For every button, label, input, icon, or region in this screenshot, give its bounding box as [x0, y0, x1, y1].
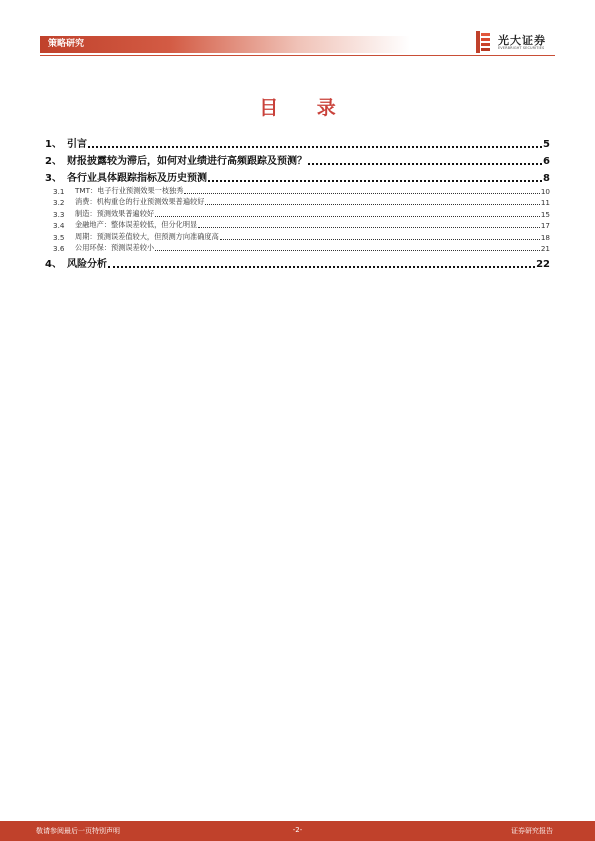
toc-entry[interactable]: [45, 167, 550, 184]
toc-entry-page: 21: [540, 244, 550, 253]
toc-entry[interactable]: [45, 184, 550, 196]
header-band: [40, 36, 410, 53]
toc-entry-number: 3.1: [53, 186, 65, 196]
toc-leader-dots: [308, 163, 542, 165]
toc-entry-page: 18: [540, 232, 550, 242]
toc-entry-page: 10: [540, 186, 550, 196]
toc-entry-label: TMT：电子行业预测效果一枝独秀: [75, 185, 184, 195]
toc-entry[interactable]: [45, 242, 550, 254]
section-label: 策略研究: [48, 39, 85, 49]
toc-entry[interactable]: [45, 219, 550, 231]
toc-entry-page: 11: [540, 198, 550, 207]
toc-entry-number: 3.5: [53, 232, 65, 242]
logo-name-en: EVERBRIGHT SECURITIES: [498, 46, 545, 50]
logo-mark-icon: [476, 31, 490, 53]
toc-leader-dots: [184, 193, 539, 194]
toc-entry-number: 3.4: [53, 221, 65, 230]
toc-entry-label: 财报披露较为滞后，如何对业绩进行高频跟踪及预测？: [67, 156, 307, 167]
toc-entry-number: 4、: [45, 259, 62, 270]
toc-entry-label: 引言: [67, 139, 87, 150]
toc-leader-dots: [208, 180, 542, 182]
toc-entry[interactable]: [45, 133, 550, 150]
toc-leader-dots: [220, 239, 540, 240]
toc-entry-page: 22: [536, 259, 550, 270]
footer-bar: [0, 821, 595, 841]
toc-entry-number: 1、: [45, 139, 62, 150]
toc-entry-label: 各行业具体跟踪指标及历史预测: [67, 173, 207, 184]
toc-leader-dots: [155, 216, 540, 217]
toc-entry-page: 6: [543, 156, 550, 167]
footer-report-type: 证券研究报告: [511, 827, 553, 835]
toc-entry-label: 消费：机构重仓的行业预测效果普遍较好: [75, 197, 205, 206]
toc-entry-label: 金融地产：整体误差较低，但分化明显: [75, 220, 198, 229]
toc-entry-label: 周期：预测误差值较大，但预测方向准确度高: [75, 231, 219, 241]
toc-leader-dots: [198, 227, 540, 228]
company-logo: [474, 31, 558, 53]
toc-entry-page: 17: [540, 221, 550, 230]
toc-entry-page: 8: [543, 173, 550, 184]
toc-entry-number: 3.3: [53, 209, 65, 219]
toc-entry-page: 15: [540, 209, 550, 219]
table-of-contents: [45, 133, 550, 270]
footer-page-number: -2-: [292, 826, 303, 834]
toc-entry[interactable]: [45, 150, 550, 167]
logo-name-cn: 光大证券: [498, 34, 546, 47]
toc-entry-number: 3.6: [53, 244, 65, 253]
toc-entry-number: 2、: [45, 156, 62, 167]
toc-entry[interactable]: [45, 253, 550, 270]
toc-entry-label: 制造：预测效果普遍较好: [75, 208, 155, 218]
header-divider: [40, 55, 555, 56]
toc-leader-dots: [155, 250, 540, 251]
toc-entry[interactable]: [45, 196, 550, 208]
toc-entry[interactable]: [45, 207, 550, 219]
toc-entry[interactable]: [45, 230, 550, 242]
toc-entry-number: 3、: [45, 173, 62, 184]
toc-leader-dots: [88, 146, 542, 148]
toc-leader-dots: [205, 204, 539, 205]
toc-leader-dots: [108, 266, 535, 268]
page-title: 目 录: [259, 97, 352, 119]
footer-disclaimer: 敬请参阅最后一页特别声明: [36, 827, 120, 835]
toc-entry-number: 3.2: [53, 198, 65, 207]
toc-entry-label: 公用环保：预测误差较小: [75, 243, 155, 252]
toc-entry-page: 5: [543, 139, 550, 150]
toc-entry-label: 风险分析: [67, 259, 107, 270]
